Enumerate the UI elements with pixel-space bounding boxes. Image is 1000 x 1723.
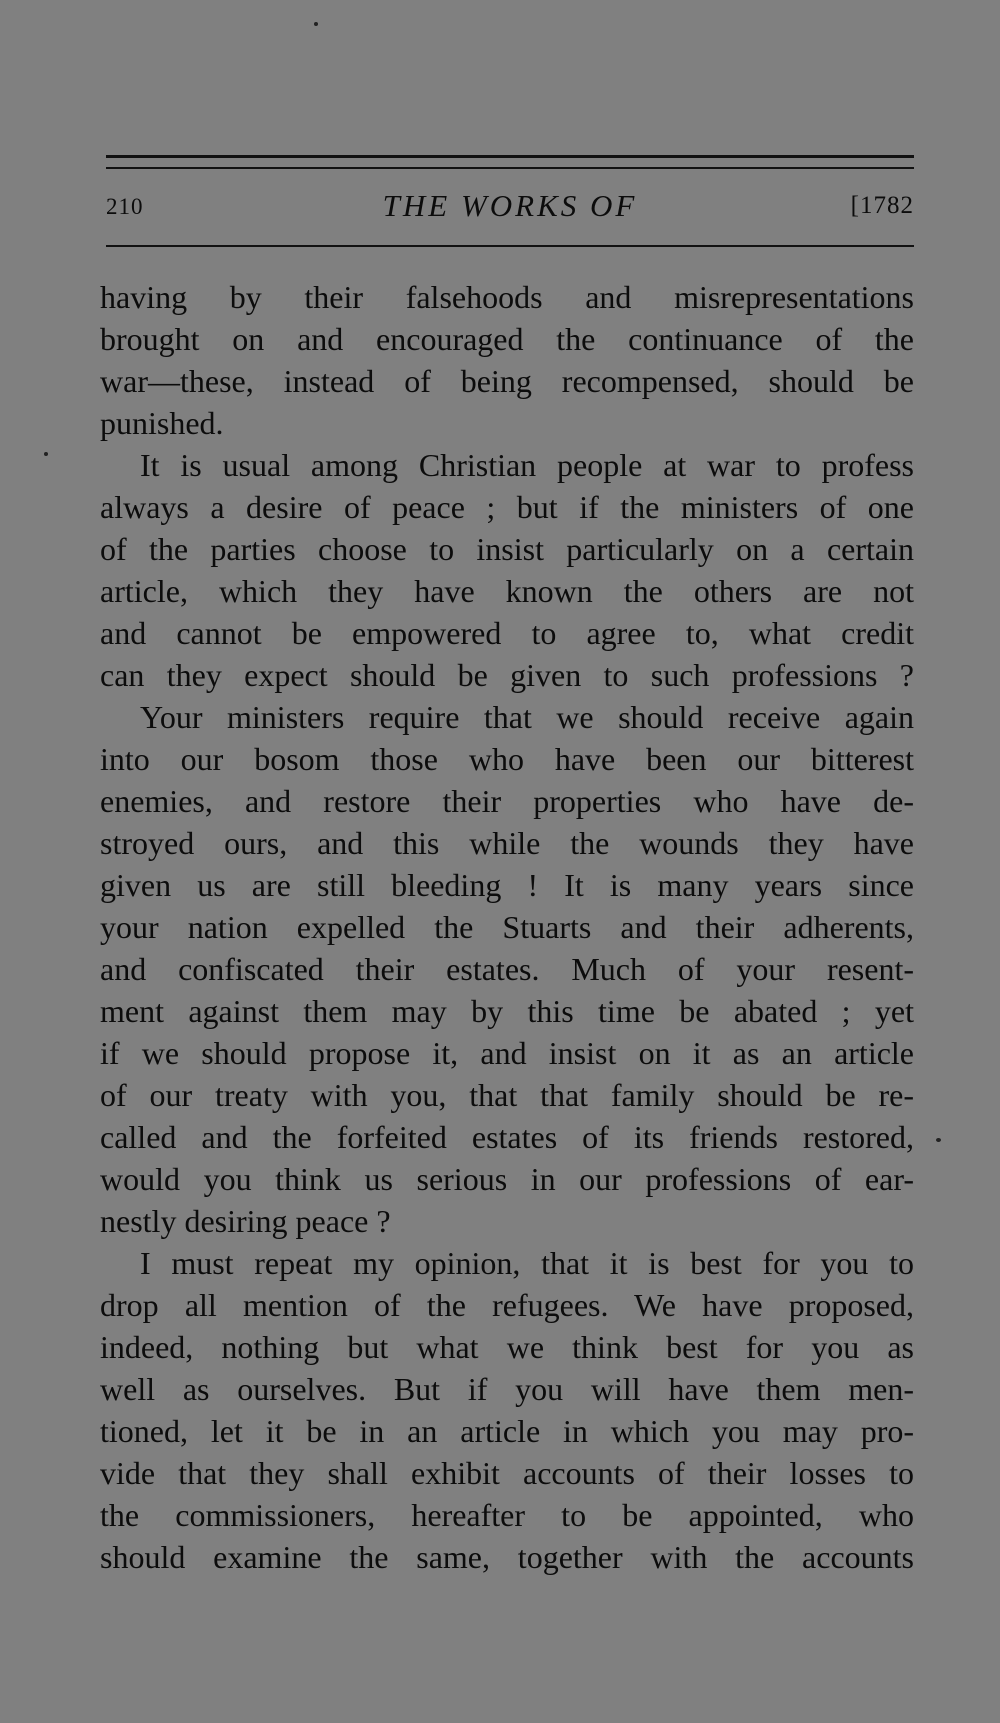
text-line: always a desire of peace ; but if the ministers of one <box>100 489 914 525</box>
text-line: would you think us serious in our professions of ear- <box>100 1161 914 1197</box>
text-line: and cannot be empowered to agree to, what credit <box>100 615 914 651</box>
text-line: into our bosom those who have been our bitterest <box>100 741 914 777</box>
text-line: article, which they have known the others are not <box>100 573 914 609</box>
text-line: your nation expelled the Stuarts and their adherents, <box>100 909 914 945</box>
text-line: indeed, nothing but what we think best for you as <box>100 1329 914 1365</box>
text-line: should examine the same, together with the accounts <box>100 1539 914 1575</box>
text-line: tioned, let it be in an article in which you may pro- <box>100 1413 914 1449</box>
print-speck <box>936 1138 941 1142</box>
text-line: I must repeat my opinion, that it is best for you to <box>140 1245 914 1281</box>
text-line: called and the forfeited estates of its friends restored, <box>100 1119 914 1155</box>
text-line: ment against them may by this time be abated ; yet <box>100 993 914 1029</box>
body-text <box>100 276 914 1578</box>
header-rule-second <box>106 167 914 169</box>
text-line: nestly desiring peace ? <box>100 1203 391 1239</box>
running-title: THE WORKS OF <box>382 188 638 223</box>
text-line: and confiscated their estates. Much of your resent- <box>100 951 914 987</box>
text-line: stroyed ours, and this while the wounds they have <box>100 825 914 861</box>
text-line: of our treaty with you, that that family should be re- <box>100 1077 914 1113</box>
text-line: can they expect should be given to such professions ? <box>100 657 914 693</box>
text-line: drop all mention of the refugees. We have proposed, <box>100 1287 914 1323</box>
page-number: 210 <box>106 194 144 219</box>
text-line: if we should propose it, and insist on it as an article <box>100 1035 914 1071</box>
print-speck <box>44 452 48 456</box>
text-line: brought on and encouraged the continuance of the <box>100 321 914 357</box>
text-line: given us are still bleeding ! It is many years since <box>100 867 914 903</box>
text-line: enemies, and restore their properties who have de- <box>100 783 914 819</box>
text-line: having by their falsehoods and misrepresentations <box>100 279 914 315</box>
header-rule-top <box>106 155 914 158</box>
text-line: Your ministers require that we should receive again <box>140 699 914 735</box>
running-year: [1782 <box>850 192 914 219</box>
header-rule-bottom <box>106 245 914 247</box>
running-head <box>106 188 914 234</box>
text-line: well as ourselves. But if you will have them men- <box>100 1371 914 1407</box>
text-line: vide that they shall exhibit accounts of their losses to <box>100 1455 914 1491</box>
text-line: war—these, instead of being recompensed, should be <box>100 363 914 399</box>
text-line: of the parties choose to insist particularly on a certain <box>100 531 914 567</box>
text-line: the commissioners, hereafter to be appointed, who <box>100 1497 914 1533</box>
text-line: It is usual among Christian people at war to profess <box>140 447 914 483</box>
print-speck <box>314 22 318 26</box>
text-line: punished. <box>100 405 224 441</box>
